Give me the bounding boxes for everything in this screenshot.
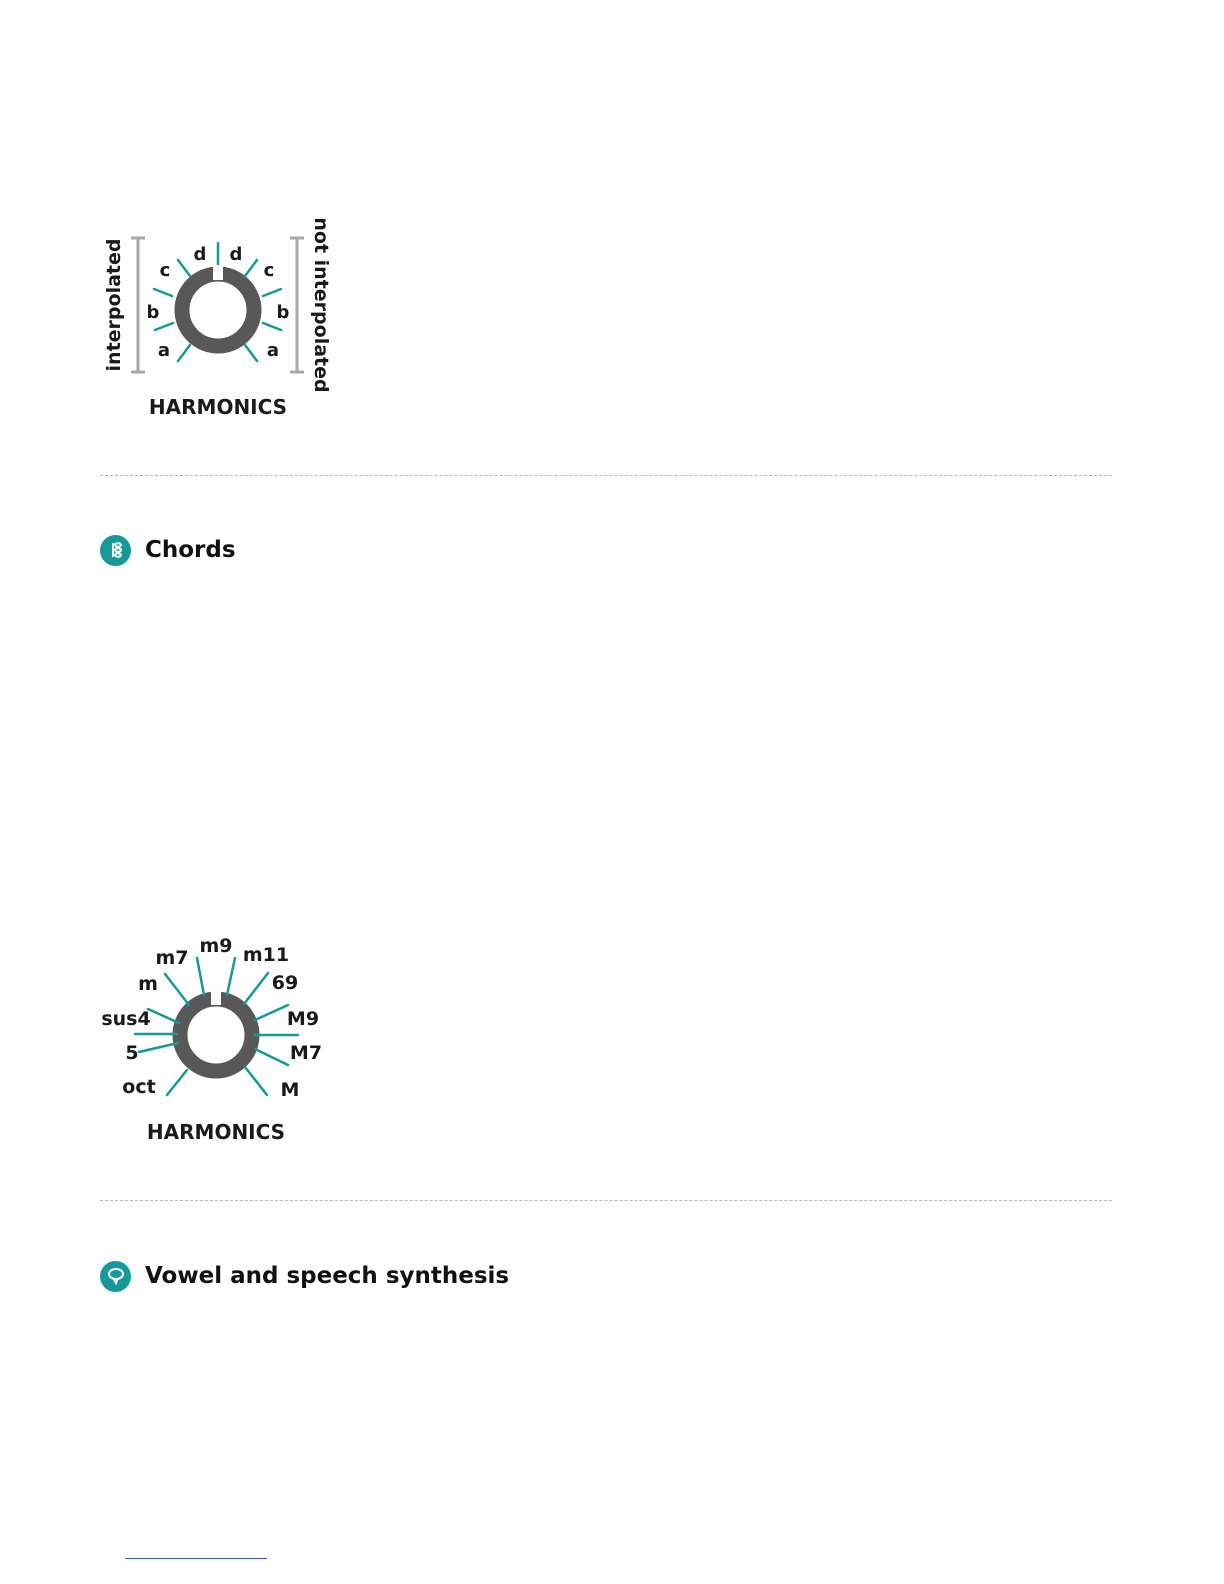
chord-label-M7: M7 [289, 1042, 323, 1064]
chord-label-sus4: sus4 [101, 1008, 151, 1030]
section-divider [100, 475, 1112, 476]
chord-label-m: m [138, 973, 158, 995]
tick-label-right-d: d [229, 244, 243, 265]
harmonics-knob-figure-chords [95, 925, 335, 1150]
chord-label-5: 5 [125, 1042, 139, 1064]
section-title: Vowel and speech synthesis [145, 1263, 510, 1289]
tick-label-left-a: a [157, 340, 171, 361]
section-heading-vowel-speech [100, 1260, 509, 1292]
tick-label-right-b: b [276, 302, 290, 323]
chord-label-m11: m11 [242, 944, 290, 966]
section-title: Chords [145, 537, 236, 563]
chord-label-m9: m9 [199, 935, 233, 957]
harmonics-caption: HARMONICS [146, 1120, 286, 1144]
chord-label-M: M [280, 1079, 300, 1101]
tick-label-left-c: c [159, 260, 171, 281]
not-interpolated-label: not interpolated [310, 217, 332, 393]
chord-icon [100, 535, 131, 566]
speech-bubble-icon [100, 1261, 131, 1292]
knob [182, 262, 254, 346]
harmonics-knob-figure-interpolation [95, 210, 345, 425]
interpolated-label: interpolated [103, 238, 125, 372]
harmonics-caption: HARMONICS [148, 395, 288, 419]
chord-label-M9: M9 [286, 1008, 320, 1030]
chord-label-69: 69 [271, 972, 299, 994]
tick-label-left-b: b [146, 302, 160, 323]
section-heading-chords [100, 534, 236, 566]
hyperlink-underline[interactable] [125, 1558, 267, 1559]
tick-label-left-d: d [193, 244, 207, 265]
not-interpolated-bracket [290, 238, 304, 372]
chord-label-oct: oct [122, 1076, 156, 1098]
tick-label-right-a: a [266, 340, 280, 361]
section-divider [100, 1200, 1112, 1201]
knob [180, 987, 252, 1071]
tick-label-right-c: c [263, 260, 275, 281]
interpolated-bracket [131, 238, 145, 372]
chord-label-m7: m7 [155, 947, 189, 969]
